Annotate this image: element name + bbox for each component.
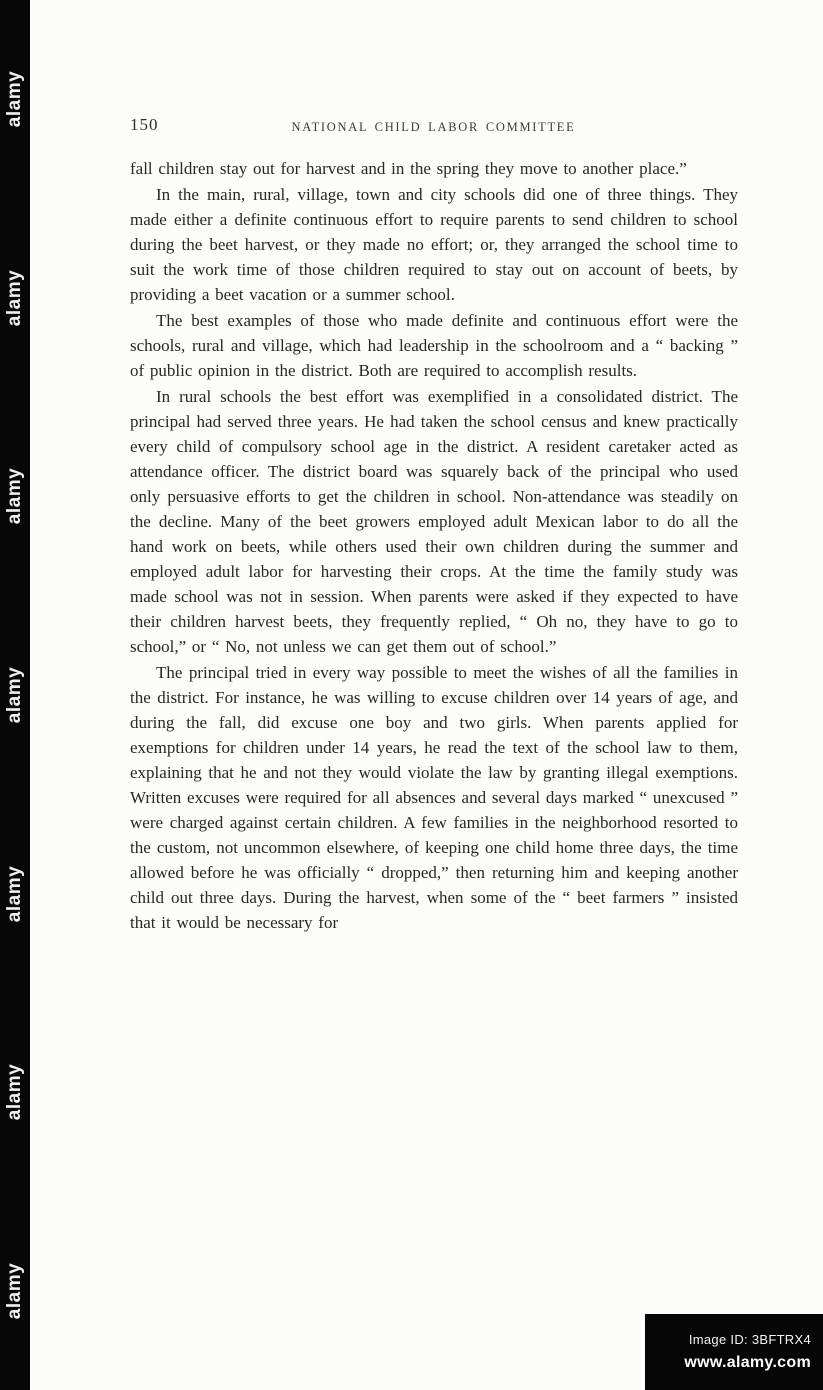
book-page	[30, 0, 823, 1390]
paragraph: The principal tried in every way possible to meet the wishes of all the families in the district. For instance, he was willing to excuse children over 14 years of age, and during the fall, did excuse one boy and two girls. When parents applied for exemptions for children under 14 years, he read the text of the school law to them, explaining that he and not they would violate the law by granting illegal exemptions. Written excuses were required for all absences and several days marked “ unexcused ” were charged against certain children. A few families in the neighborhood resorted to the custom, not uncommon elsewhere, of keeping one child home three days, the time allowed before he was officially “ dropped,” then returning him and keeping another child out three days. During the harvest, when some of the “ beet farmers ” insisted that it would be necessary for	[130, 663, 738, 932]
alamy-logo: alamy	[4, 666, 25, 724]
image-id-label: Image ID: 3BFTRX4	[688, 1332, 811, 1347]
image-id-box	[645, 1314, 823, 1390]
alamy-logo: alamy	[4, 1262, 25, 1319]
page-body	[130, 156, 738, 936]
paragraph: fall children stay out for harvest and in the spring they move to another place.”	[130, 159, 687, 178]
paragraph: In rural schools the best effort was exemplified in a consolidated district. The principal had served three years. He had taken the school census and knew practically every child of compulsory school age in the district. A resident caretaker acted as attendance officer. The district board was squarely back of the principal who used only persuasive efforts to get the children in school. Non-attendance was steadily on the decline. Many of the beet growers employed adult Mexican labor to do all the hand work on beets, while others used their own children during the summer and employed adult labor for harvesting their crops. At the time the family study was made school was not in session. When parents were asked if they expected to have their children harvest beets, they frequently replied, “ Oh no, they have to go to school,” or “ No, not unless we can get them out of school.”	[130, 387, 738, 656]
running-header: NATIONAL CHILD LABOR COMMITTEE	[291, 120, 576, 134]
alamy-watermark-strip	[0, 0, 30, 1390]
page-number: 150	[130, 115, 159, 134]
alamy-logo: alamy	[4, 71, 25, 128]
alamy-logo: alamy	[4, 865, 25, 922]
paragraph: The best examples of those who made definite and continuous effort were the schools, rural and village, which had leadership in the schoolroom and a “ backing ” of public opinion in the district. Both are required to accomplish results.	[130, 311, 738, 380]
alamy-url: www.alamy.com	[684, 1354, 811, 1371]
page-header	[130, 115, 737, 136]
paragraph: In the main, rural, village, town and city schools did one of three things. They made either a definite continuous effort to require parents to send children to school during the beet harvest, or they made no effort; or, they arranged the school time to suit the work time of those children required to stay out on account of beets, by providing a beet vacation or a summer school.	[130, 185, 738, 304]
alamy-logo: alamy	[4, 269, 25, 327]
alamy-logo: alamy	[4, 1063, 25, 1121]
alamy-logo: alamy	[4, 468, 25, 525]
